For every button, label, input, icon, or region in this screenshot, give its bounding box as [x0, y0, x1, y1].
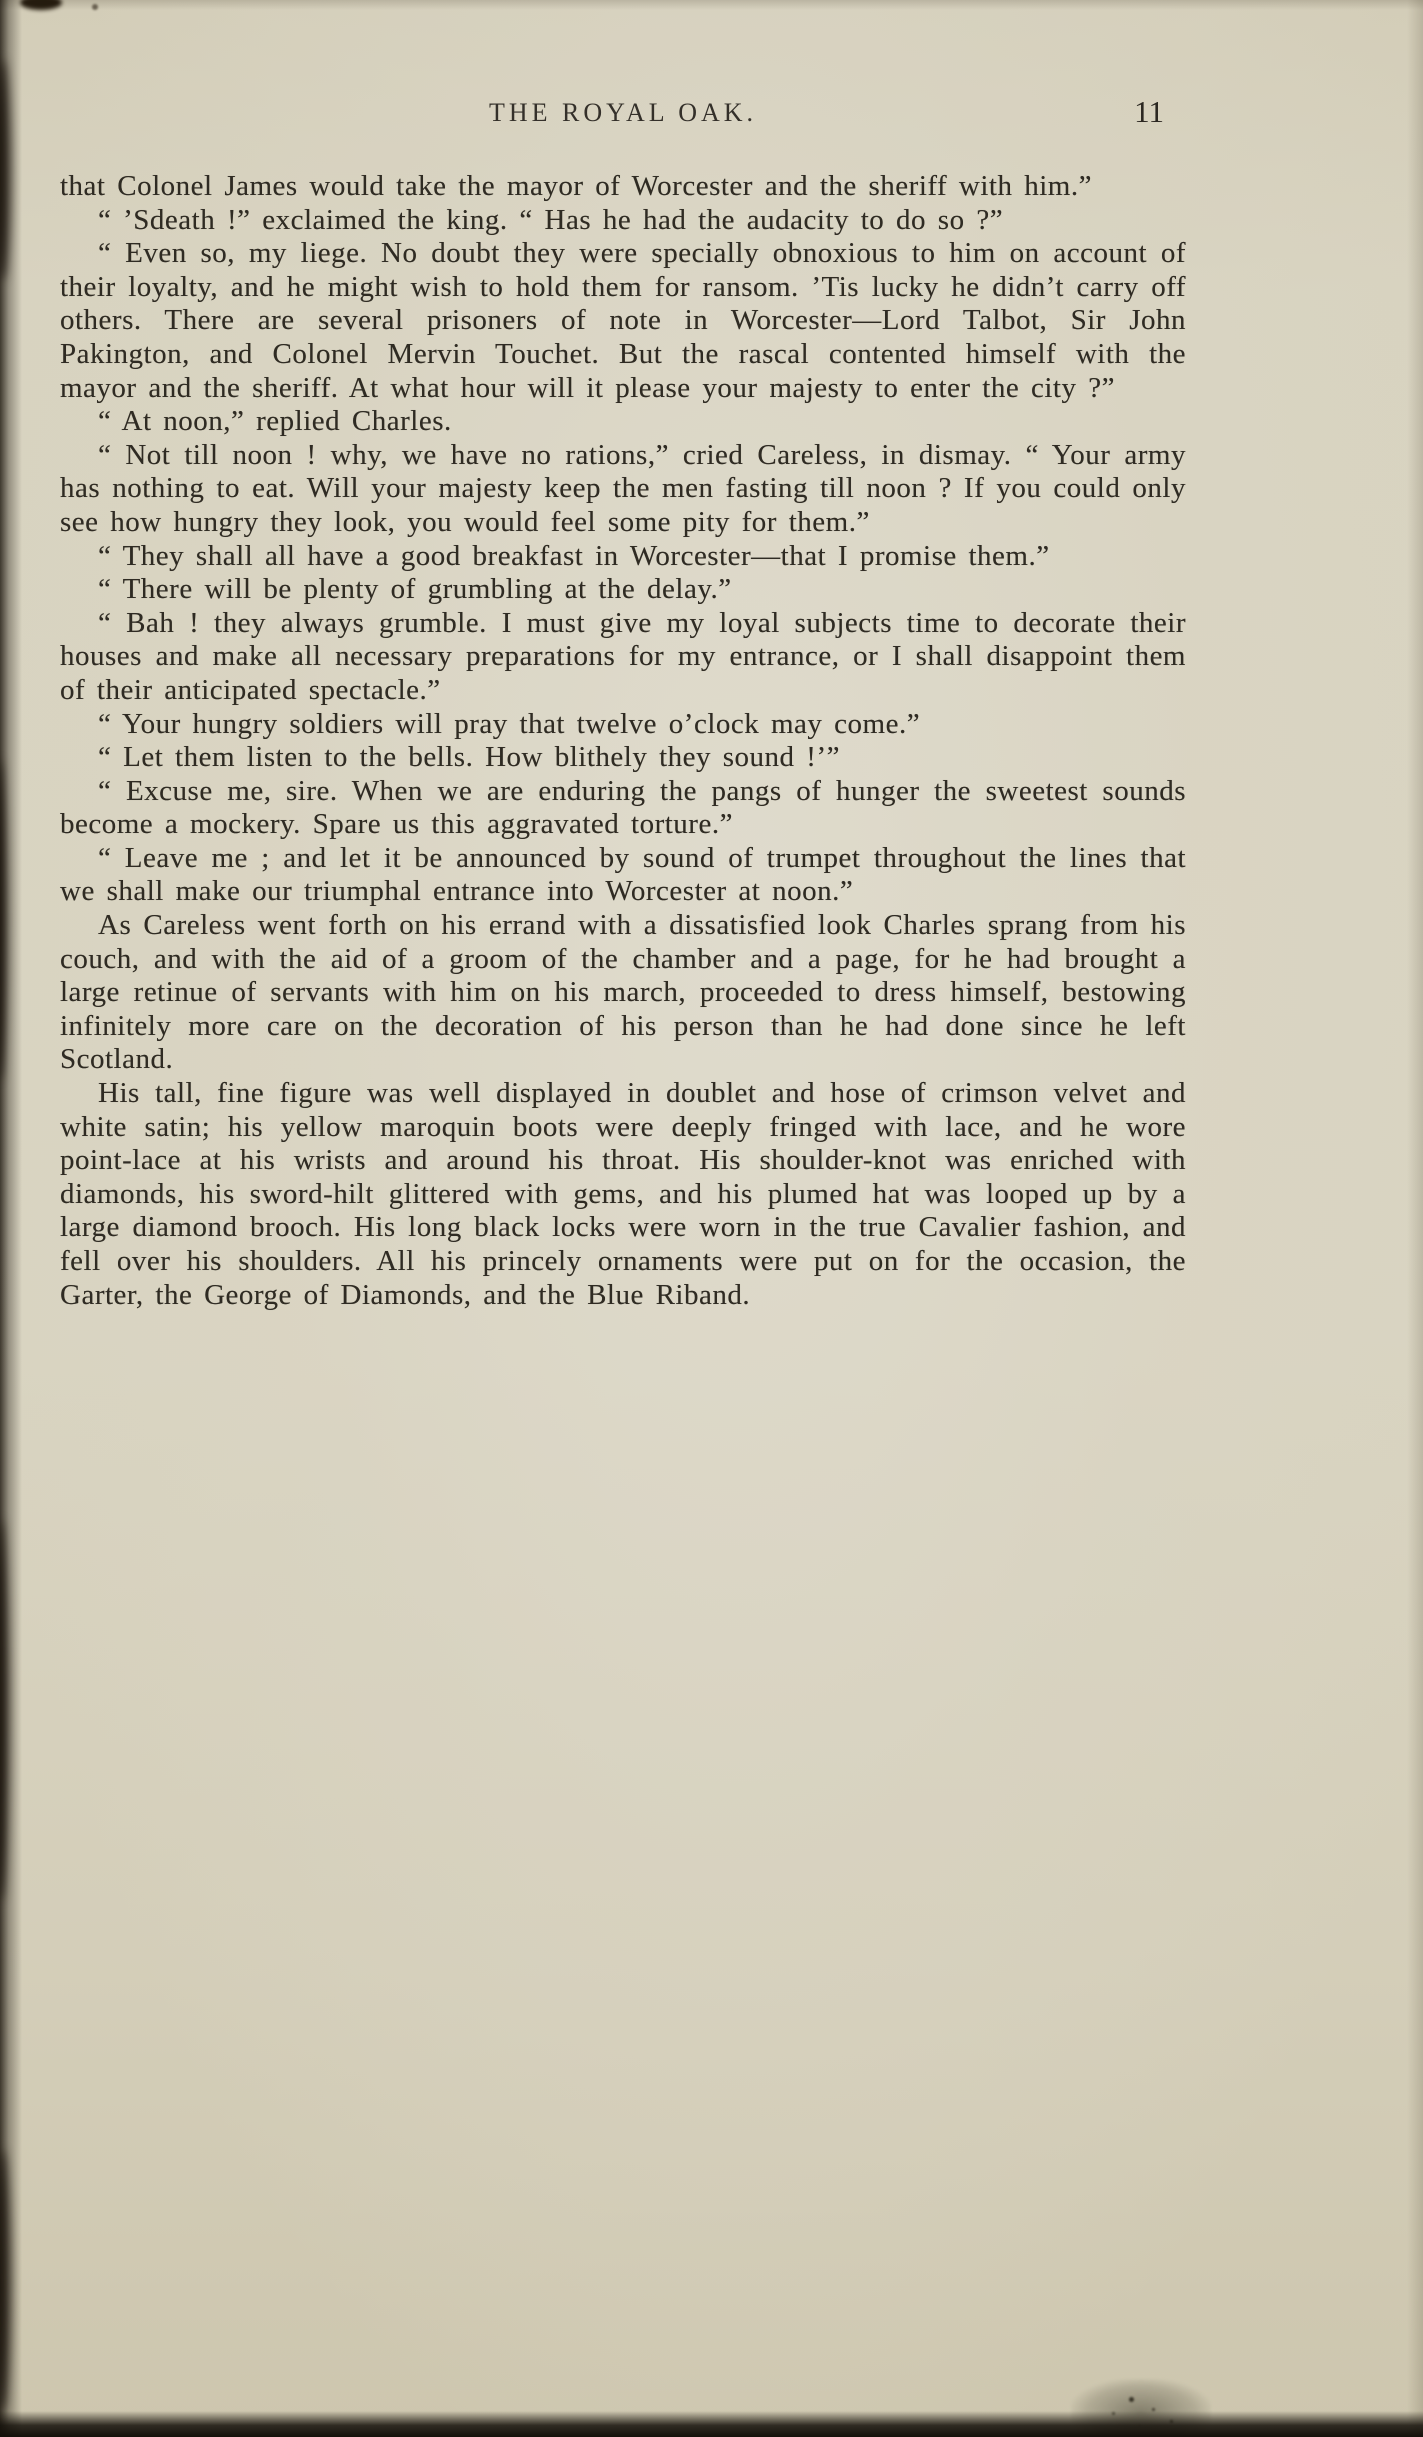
paragraph: “ Bah ! they always grumble. I must give my loyal subjects time to decorate their houses and make all necessary preparations for my entrance, or I shall disappoint them of their anticipated spectacle.”: [60, 606, 1186, 706]
paper-speck: [92, 4, 98, 10]
running-title: THE ROYAL OAK.: [488, 98, 758, 127]
paragraph: “ At noon,” replied Charles.: [98, 405, 452, 438]
page-number: 11: [1134, 94, 1164, 129]
page-edge-top-shadow: [0, 0, 1423, 10]
page-body: [60, 170, 1186, 1312]
printed-page: [60, 94, 1186, 1312]
paragraph: that Colonel James would take the mayor of Worcester and the sheriff with him.”: [60, 170, 1092, 202]
paragraph: “ There will be plenty of grumbling at the delay.”: [98, 573, 732, 606]
paragraph: “ They shall all have a good breakfast in Worcester—that I promise them.”: [98, 539, 1050, 572]
paragraph: As Careless went forth on his errand with a dissatisfied look Charles sprang from his couch, and with the aid of a groom of the chamber and a page, for he had brought a large retinue of servants with him on his march, proceeded to dress himself, bestowing infinitely more care on the decoration of his person than he had done since he left Scotland.: [60, 909, 1186, 1076]
paragraph: “ ’Sdeath !” exclaimed the king. “ Has he had the audacity to do so ?”: [98, 203, 1004, 236]
paragraph: “ Leave me ; and let it be announced by sound of trumpet throughout the lines that we shall make our triumphal entrance into Worcester at noon.”: [60, 841, 1186, 908]
paragraph: His tall, fine figure was well displayed in doublet and hose of crimson velvet and white satin; his yellow maroquin boots were deeply fringed with lace, and he wore point-lace at his wrists and around his throat. His shoulder-knot was enriched with diamonds, his sword-hilt glittered with gems, and his plumed hat was looped up by a large diamond brooch. His long black locks were worn in the true Cavalier fashion, and fell over his shoulders. All his princely ornaments were put on for the occasion, the Garter, the George of Diamonds, and the Blue Riband.: [60, 1077, 1186, 1311]
page-edge-bottom-shadow: [0, 2411, 1423, 2437]
page-edge-right-shadow: [1407, 0, 1423, 2437]
paragraph: “ Even so, my liege. No doubt they were specially obnoxious to him on account of their loyalty, and he might wish to hold them for ransom. ’Tis lucky he didn’t carry off others. There are several prisoners of note in Worcester—Lord Talbot, Sir John Pakington, and Colonel Mervin Touchet. But the rascal contented himself with the mayor and the sheriff. At what hour will it please your majesty to enter the city ?”: [60, 237, 1186, 404]
running-head: [60, 94, 1186, 138]
page-edge-left-shadow: [0, 0, 22, 2437]
paragraph: “ Your hungry soldiers will pray that twelve o’clock may come.”: [98, 707, 921, 740]
paragraph: “ Excuse me, sire. When we are enduring the pangs of hunger the sweetest sounds become a mockery. Spare us this aggravated torture.”: [60, 774, 1186, 841]
paragraph: “ Not till noon ! why, we have no rations,” cried Careless, in dismay. “ Your army has nothing to eat. Will your majesty keep the men fasting till noon ? If you could only see how hungry they look, you would feel some pity for them.”: [60, 438, 1186, 538]
paragraph: “ Let them listen to the bells. How blithely they sound !’”: [98, 741, 840, 774]
